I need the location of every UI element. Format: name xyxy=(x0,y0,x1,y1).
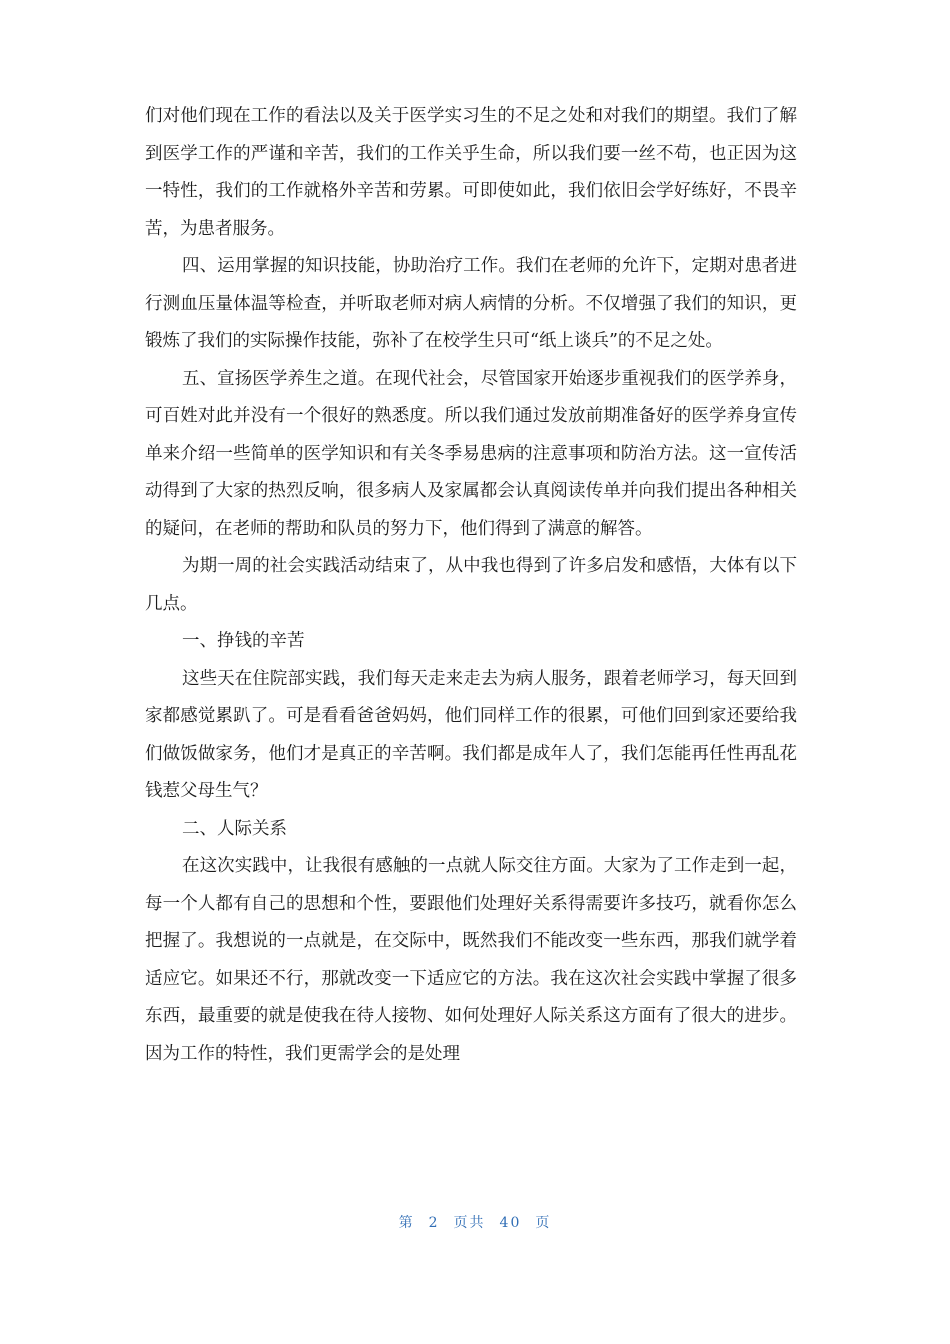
footer-current-page: 2 xyxy=(428,1215,440,1231)
paragraph: 四、运用掌握的知识技能，协助治疗工作。我们在老师的允许下，定期对患者进行测血压量体温等检查，并听取老师对病人病情的分析。不仅增强了我们的知识，更锻炼了我们的实际操作技能，弥补了在校学生只可“纸上谈兵”的不足之处。 xyxy=(145,256,797,351)
paragraph: 五、宣扬医学养生之道。在现代社会，尽管国家开始逐步重视我们的医学养身，可百姓对此并没有一个很好的熟悉度。所以我们通过发放前期准备好的医学养身宣传单来介绍一些简单的医学知识和有关冬季易患病的注意事项和防治方法。这一宣传活动得到了大家的热烈反响，很多病人及家属都会认真阅读传单并向我们提出各种相关的疑问，在老师的帮助和队员的努力下，他们得到了满意的解答。 xyxy=(145,368,797,539)
footer-label-middle: 页共 xyxy=(453,1215,486,1231)
paragraph: 这些天在住院部实践，我们每天走来走去为病人服务，跟着老师学习，每天回到家都感觉累趴了。可是看看爸爸妈妈，他们同样工作的很累，可他们回到家还要给我们做饭做家务，他们才是真正的辛苦啊。我们都是成年人了，我们怎能再任性再乱花钱惹父母生气？ xyxy=(145,668,797,801)
document-body xyxy=(145,98,797,1073)
footer-total-pages: 40 xyxy=(499,1215,522,1231)
section-heading: 一、挣钱的辛苦 xyxy=(182,631,305,651)
footer-label-prefix: 第 xyxy=(398,1215,415,1231)
page-footer xyxy=(0,1212,950,1232)
section-heading: 二、人际关系 xyxy=(182,818,287,839)
paragraph: 们对他们现在工作的看法以及关于医学实习生的不足之处和对我们的期望。我们了解到医学工作的严谨和辛苦，我们的工作关乎生命，所以我们要一丝不苟，也正因为这一特性，我们的工作就格外辛苦和劳累。可即使如此，我们依旧会学好练好，不畏辛苦，为患者服务。 xyxy=(145,106,797,239)
footer-label-suffix: 页 xyxy=(535,1215,552,1231)
paragraph: 为期一周的社会实践活动结束了，从中我也得到了许多启发和感悟，大体有以下几点。 xyxy=(145,556,797,614)
paragraph: 在这次实践中，让我很有感触的一点就人际交往方面。大家为了工作走到一起，每一个人都有自己的思想和个性，要跟他们处理好关系得需要许多技巧，就看你怎么把握了。我想说的一点就是，在交际中，既然我们不能改变一些东西，那我们就学着适应它。如果还不行，那就改变一下适应它的方法。我在这次社会实践中掌握了很多东西，最重要的就是使我在待人接物、如何处理好人际关系这方面有了很大的进步。因为工作的特性，我们更需学会的是处理 xyxy=(145,856,797,1064)
